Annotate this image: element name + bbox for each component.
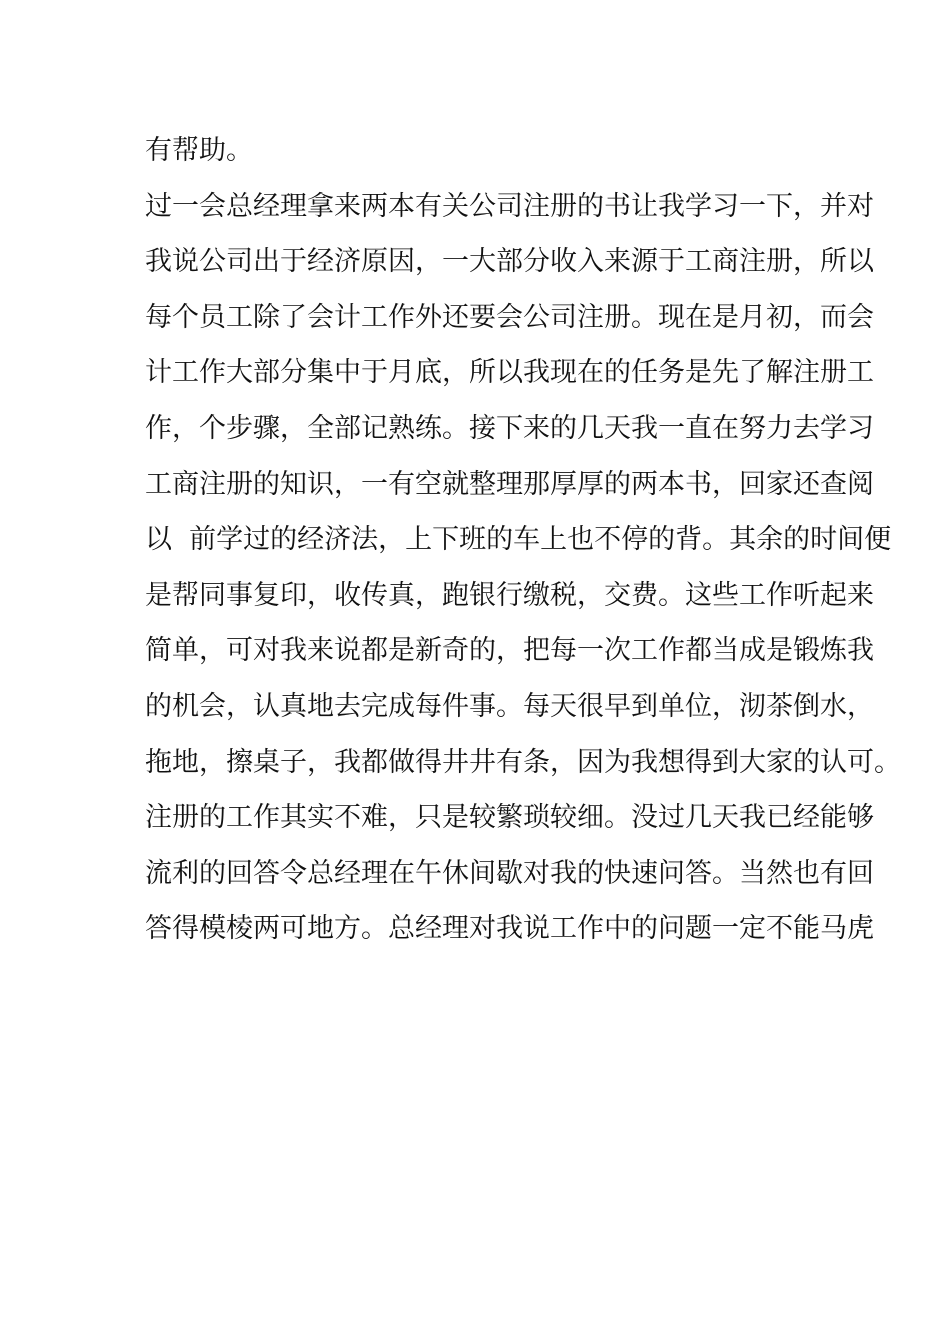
text-line: 的机会，认真地去完成每件事。每天很早到单位，沏茶倒水， [145,690,874,722]
text-line: 是帮同事复印，收传真，跑银行缴税，交费。这些工作听起来 [145,579,874,611]
text-line: 有帮助。 [145,135,253,166]
text-line: 简单，可对我来说都是新奇的，把每一次工作都当成是锻炼我 [145,635,874,667]
text-line: 以 前学过的经济法，上下班的车上也不停的背。其余的时间便 [145,524,892,556]
text-line: 过一会总经理拿来两本有关公司注册的书让我学习一下，并对 [145,190,874,222]
text-line: 拖地，擦桌子，我都做得井井有条，因为我想得到大家的认可。 [145,746,901,778]
text-line: 每个员工除了会计工作外还要会公司注册。现在是月初，而会 [145,301,874,333]
text-line: 作，个步骤，全部记熟练。接下来的几天我一直在努力去学习 [145,412,874,444]
text-line: 计工作大部分集中于月底，所以我现在的任务是先了解注册工 [145,357,874,389]
text-line: 我说公司出于经济原因，一大部分收入来源于工商注册，所以 [145,246,874,278]
text-line: 工商注册的知识，一有空就整理那厚厚的两本书，回家还查阅 [145,468,874,500]
body-text [145,128,901,962]
text-line: 答得模棱两可地方。总经理对我说工作中的问题一定不能马虎 [145,913,874,945]
text-line: 流利的回答令总经理在午休间歇对我的快速问答。当然也有回 [145,857,874,889]
text-line: 注册的工作其实不难，只是较繁琐较细。没过几天我已经能够 [145,802,874,834]
